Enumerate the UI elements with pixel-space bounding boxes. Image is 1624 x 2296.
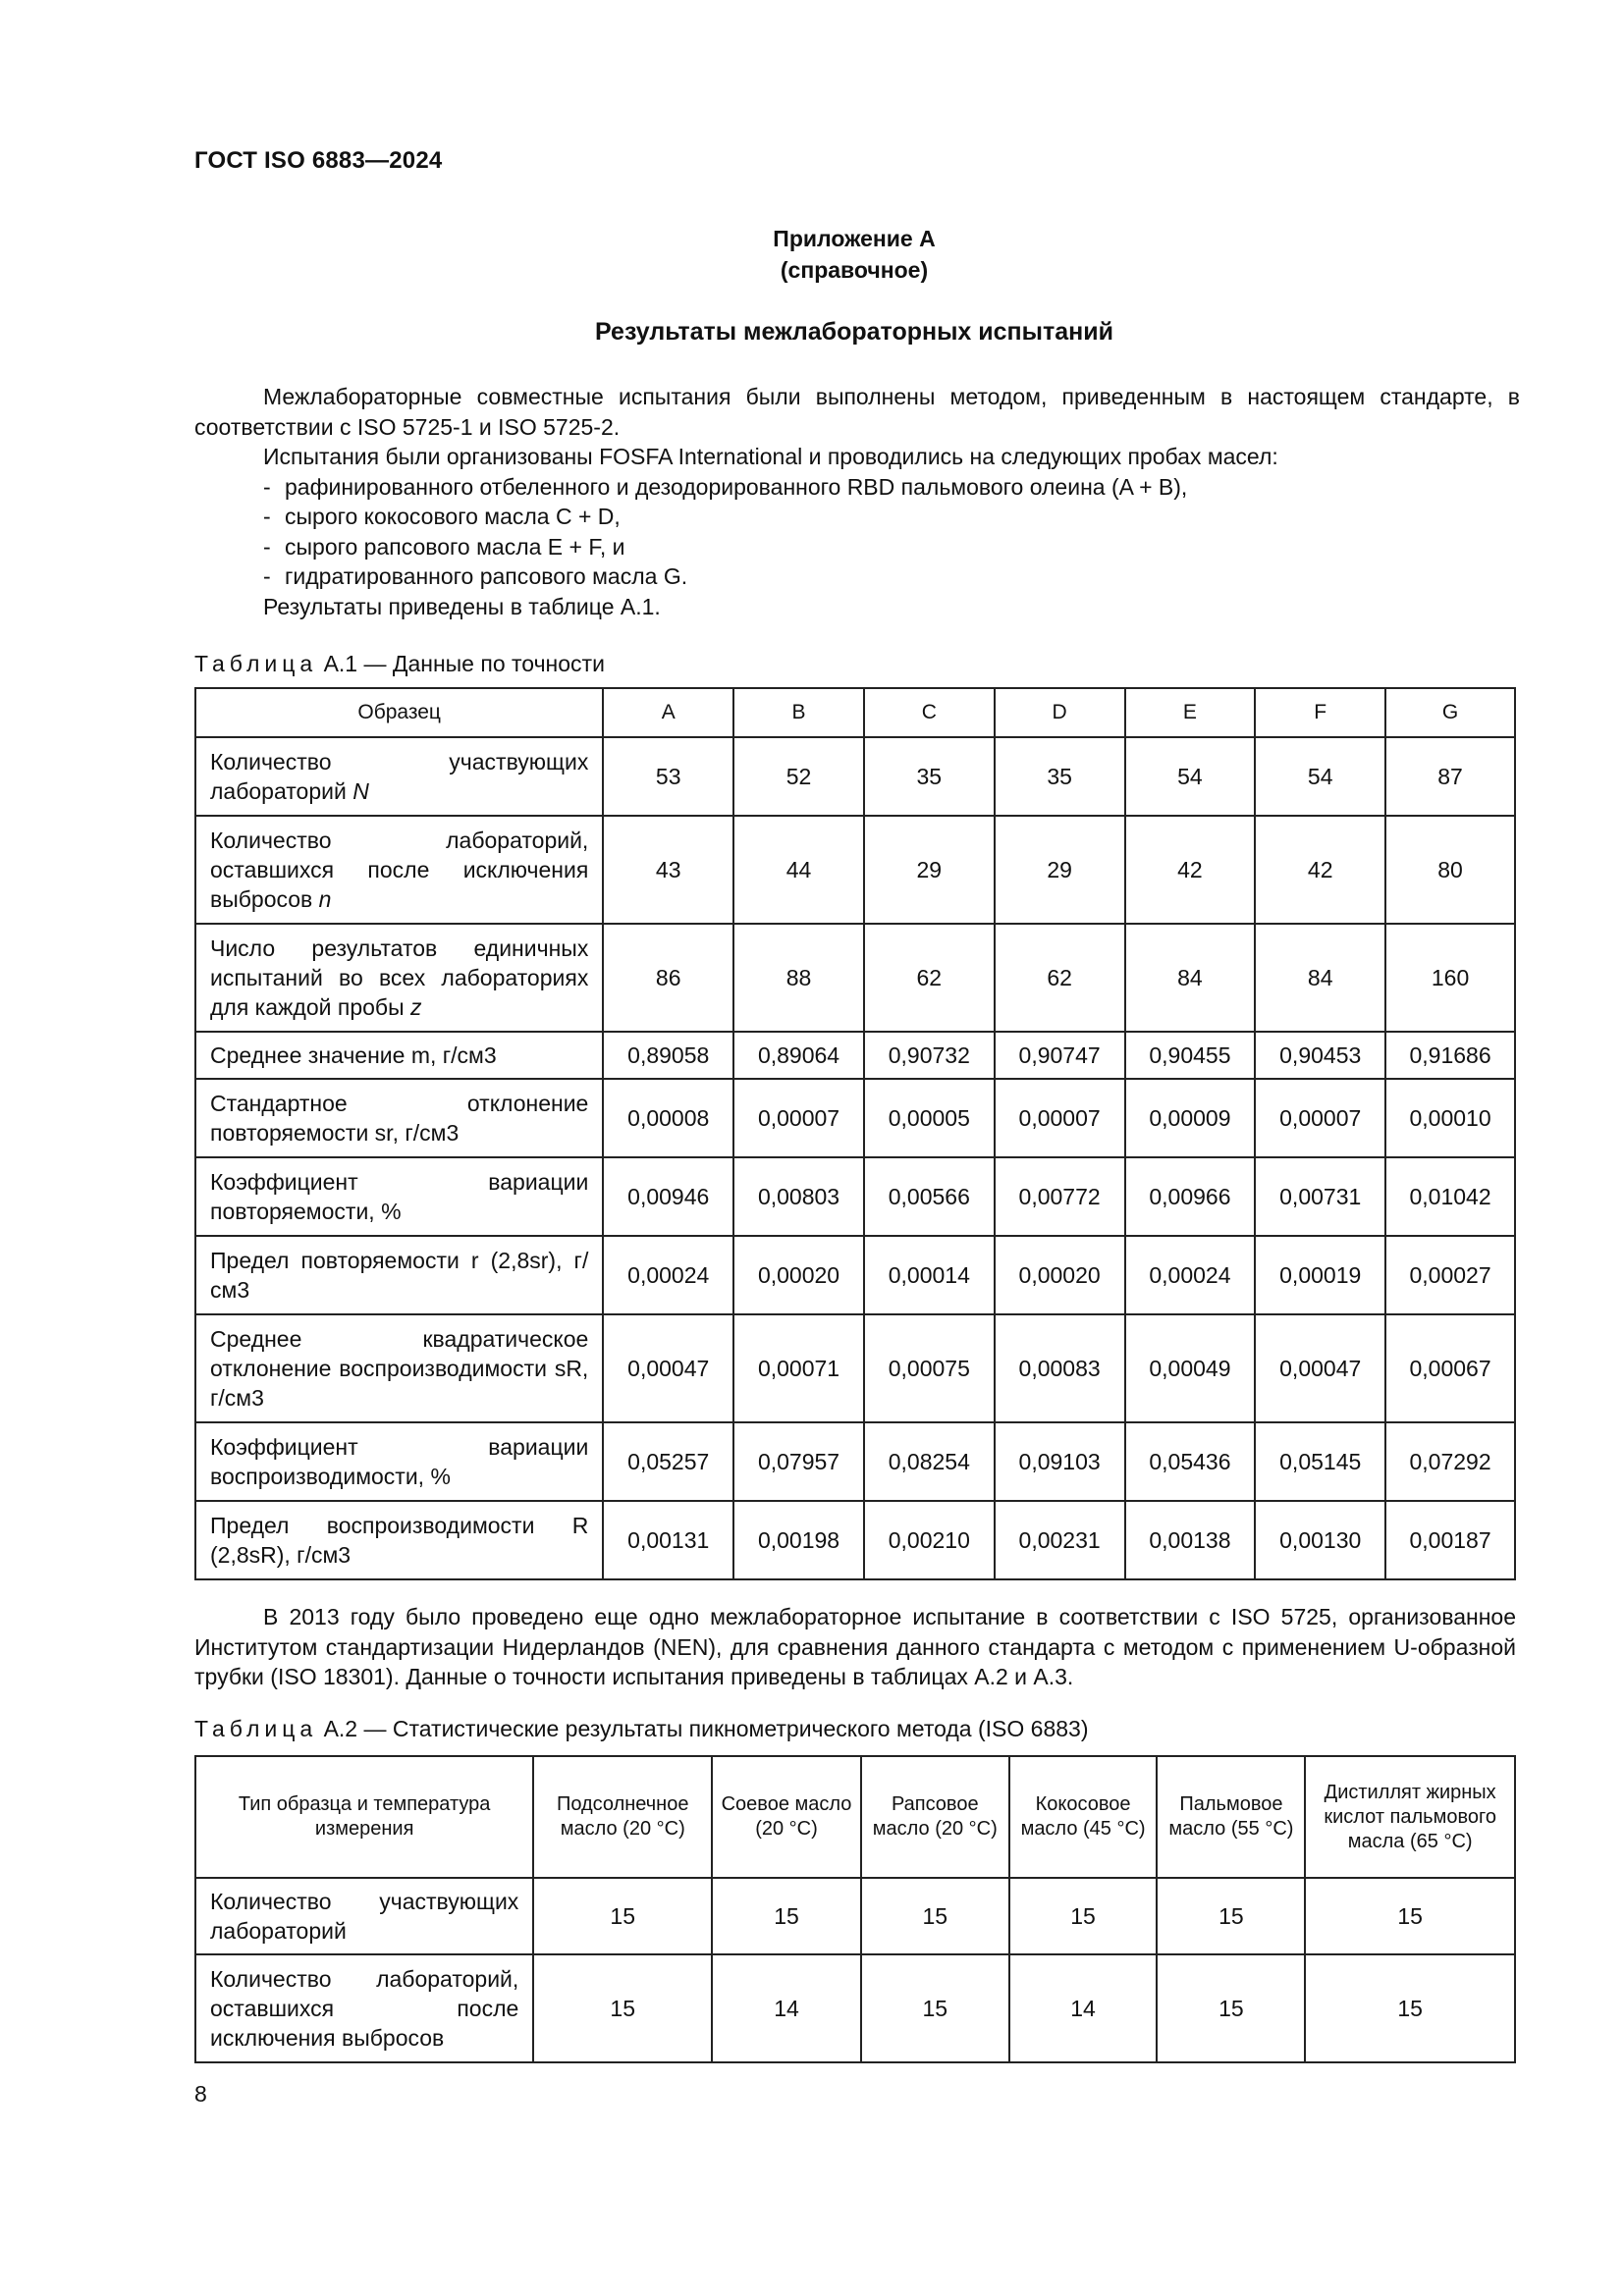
table-cell: 15 (861, 1878, 1009, 1954)
table-row (195, 1157, 1515, 1236)
table-cell: 0,00946 (603, 1157, 733, 1236)
table-cell: 14 (1009, 1954, 1158, 2062)
table-a1 (194, 687, 1516, 1580)
table-cell: 43 (603, 816, 733, 924)
table-cell: 0,05145 (1255, 1422, 1385, 1501)
table-cell: 0,00130 (1255, 1501, 1385, 1579)
table-row (195, 1079, 1515, 1157)
table-row (195, 737, 1515, 816)
table-cell: 0,00008 (603, 1079, 733, 1157)
row-label: Коэффициент вариации воспроизводимости, % (195, 1422, 603, 1501)
table-cell: 0,09103 (995, 1422, 1125, 1501)
table-cell: 86 (603, 924, 733, 1032)
table-cell: 0,91686 (1385, 1032, 1515, 1079)
table-cell: 15 (1157, 1878, 1305, 1954)
table-row (195, 816, 1515, 924)
table-row (195, 1501, 1515, 1579)
row-label: Предел повторяемости r (2,8sr), г/см3 (195, 1236, 603, 1314)
column-header: A (603, 688, 733, 737)
row-label: Количество участвующих лабораторий (195, 1878, 533, 1954)
table-cell: 0,00187 (1385, 1501, 1515, 1579)
row-label: Среднее квадратическое отклонение воспроизводимости sR, г/см3 (195, 1314, 603, 1422)
table-row (195, 1878, 1515, 1954)
annex-title: Приложение А (773, 226, 936, 251)
list-item: - сырого рапсового масла E + F, и (263, 533, 625, 560)
table-cell: 0,00083 (995, 1314, 1125, 1422)
table-cell: 53 (603, 737, 733, 816)
annex-subtitle: (справочное) (780, 257, 929, 283)
table-cell: 0,00009 (1125, 1079, 1256, 1157)
column-header: F (1255, 688, 1385, 737)
table-cell: 0,00014 (864, 1236, 995, 1314)
table-cell: 0,08254 (864, 1422, 995, 1501)
table-cell: 0,00231 (995, 1501, 1125, 1579)
table-cell: 15 (1305, 1878, 1515, 1954)
column-header: C (864, 688, 995, 737)
row-label: Количество лабораторий, оставшихся после исключения выбросов (195, 1954, 533, 2062)
table-cell: 35 (995, 737, 1125, 816)
table-cell: 87 (1385, 737, 1515, 816)
row-label: Предел воспроизводимости R (2,8sR), г/см3 (195, 1501, 603, 1579)
column-header: Кокосовое масло (45 °С) (1009, 1756, 1158, 1878)
table-cell: 15 (1157, 1954, 1305, 2062)
table-cell: 0,90747 (995, 1032, 1125, 1079)
row-label: Стандартное отклонение повторяемости sr, г/см3 (195, 1079, 603, 1157)
column-header: Дистиллят жирных кислот пальмового масла (65 °С) (1305, 1756, 1515, 1878)
table-cell: 15 (1009, 1878, 1158, 1954)
table-row (195, 924, 1515, 1032)
table-cell: 0,90732 (864, 1032, 995, 1079)
table-cell: 0,90453 (1255, 1032, 1385, 1079)
table-cell: 0,00049 (1125, 1314, 1256, 1422)
section-title: Результаты межлабораторных испытаний (594, 318, 1113, 346)
table-cell: 62 (864, 924, 995, 1032)
table-cell: 0,00566 (864, 1157, 995, 1236)
table-cell: 15 (533, 1954, 712, 2062)
intro-paragraph-3: Результаты приведены в таблице А.1. (263, 593, 661, 619)
row-label: Коэффициент вариации повторяемости, % (195, 1157, 603, 1236)
row-label: Количество участвующих лабораторий N (195, 737, 603, 816)
table-a1-caption: Таблица А.1 — Данные по точности (194, 651, 605, 676)
table-a2 (194, 1755, 1516, 2063)
list-item: - гидратированного рапсового масла G. (263, 563, 688, 589)
table-cell: 0,00007 (1255, 1079, 1385, 1157)
table-cell: 0,00024 (1125, 1236, 1256, 1314)
page-number: 8 (194, 2081, 207, 2107)
table-cell: 0,00027 (1385, 1236, 1515, 1314)
table-cell: 14 (712, 1954, 861, 2062)
table-cell: 15 (1305, 1954, 1515, 2062)
table-cell: 0,00138 (1125, 1501, 1256, 1579)
row-label: Число результатов единичных испытаний во всех лабораториях для каждой пробы z (195, 924, 603, 1032)
table-cell: 0,05257 (603, 1422, 733, 1501)
table-cell: 0,07292 (1385, 1422, 1515, 1501)
table-cell: 160 (1385, 924, 1515, 1032)
row-label: Среднее значение m, г/см3 (195, 1032, 603, 1079)
table-cell: 0,00010 (1385, 1079, 1515, 1157)
table-cell: 84 (1255, 924, 1385, 1032)
column-header: G (1385, 688, 1515, 737)
table-cell: 0,01042 (1385, 1157, 1515, 1236)
table-cell: 0,05436 (1125, 1422, 1256, 1501)
table-cell: 0,00075 (864, 1314, 995, 1422)
column-header: Образец (195, 688, 603, 737)
table-cell: 0,00803 (733, 1157, 864, 1236)
paragraph-2013: В 2013 году было проведено еще одно межлабораторное испытание в соответствии с ISO 5725, организованное Институтом стандартизации Нидерландов (NEN), для сравнения данного стандарта с методом с применением U-образной трубки (ISO 18301). Данные о точности испытания приведены в таблицах А.2 и А.3. (194, 1604, 1516, 1689)
table-cell: 0,00020 (733, 1236, 864, 1314)
table-cell: 52 (733, 737, 864, 816)
table-row (195, 1954, 1515, 2062)
table-cell: 0,00071 (733, 1314, 864, 1422)
table-header-row (195, 1756, 1515, 1878)
table-cell: 42 (1125, 816, 1256, 924)
table-cell: 0,00731 (1255, 1157, 1385, 1236)
table-a2-caption: Таблица А.2 — Статистические результаты пикнометрического метода (ISO 6883) (194, 1716, 1089, 1741)
table-cell: 84 (1125, 924, 1256, 1032)
table-cell: 42 (1255, 816, 1385, 924)
column-header: Тип образца и температура измерения (195, 1756, 533, 1878)
list-item: - рафинированного отбеленного и дезодорированного RBD пальмового олеина (A + B), (263, 473, 1188, 500)
table-cell: 0,00019 (1255, 1236, 1385, 1314)
table-cell: 0,00007 (995, 1079, 1125, 1157)
table-row (195, 1422, 1515, 1501)
column-header: Соевое масло (20 °С) (712, 1756, 861, 1878)
column-header: Подсолнечное масло (20 °С) (533, 1756, 712, 1878)
table-cell: 29 (995, 816, 1125, 924)
table-cell: 0,00047 (1255, 1314, 1385, 1422)
column-header: Рапсовое масло (20 °С) (861, 1756, 1009, 1878)
intro-paragraph-1: Межлабораторные совместные испытания были выполнены методом, приведенным в настоящем стандарте, в соответствии с ISO 5725-1 и ISO 5725-2. (194, 384, 1520, 440)
table-cell: 44 (733, 816, 864, 924)
table-cell: 15 (533, 1878, 712, 1954)
table-cell: 0,00005 (864, 1079, 995, 1157)
list-item: - сырого кокосового масла C + D, (263, 504, 621, 529)
intro-paragraph-2: Испытания были организованы FOSFA International и проводились на следующих пробах масел: (263, 444, 1278, 469)
table-row (195, 1236, 1515, 1314)
table-cell: 0,00024 (603, 1236, 733, 1314)
table-cell: 0,00210 (864, 1501, 995, 1579)
intro-text (194, 382, 1520, 621)
table-cell: 0,00020 (995, 1236, 1125, 1314)
table-cell: 0,00007 (733, 1079, 864, 1157)
table-cell: 0,00198 (733, 1501, 864, 1579)
table-cell: 0,89058 (603, 1032, 733, 1079)
table-row (195, 1032, 1515, 1079)
table-cell: 0,00067 (1385, 1314, 1515, 1422)
table-header-row (195, 688, 1515, 737)
table-cell: 80 (1385, 816, 1515, 924)
column-header: Пальмовое масло (55 °С) (1157, 1756, 1305, 1878)
table-cell: 62 (995, 924, 1125, 1032)
table-cell: 15 (712, 1878, 861, 1954)
table-cell: 54 (1255, 737, 1385, 816)
document-header: ГОСТ ISO 6883—2024 (194, 147, 443, 174)
table-cell: 0,07957 (733, 1422, 864, 1501)
table-cell: 0,90455 (1125, 1032, 1256, 1079)
table-cell: 15 (861, 1954, 1009, 2062)
column-header: B (733, 688, 864, 737)
row-label: Количество лабораторий, оставшихся после исключения выбросов n (195, 816, 603, 924)
table-cell: 88 (733, 924, 864, 1032)
table-cell: 0,89064 (733, 1032, 864, 1079)
table-cell: 0,00772 (995, 1157, 1125, 1236)
table-cell: 54 (1125, 737, 1256, 816)
table-cell: 35 (864, 737, 995, 816)
table-row (195, 1314, 1515, 1422)
table-cell: 0,00047 (603, 1314, 733, 1422)
column-header: E (1125, 688, 1256, 737)
table-cell: 29 (864, 816, 995, 924)
table-cell: 0,00131 (603, 1501, 733, 1579)
column-header: D (995, 688, 1125, 737)
table-cell: 0,00966 (1125, 1157, 1256, 1236)
